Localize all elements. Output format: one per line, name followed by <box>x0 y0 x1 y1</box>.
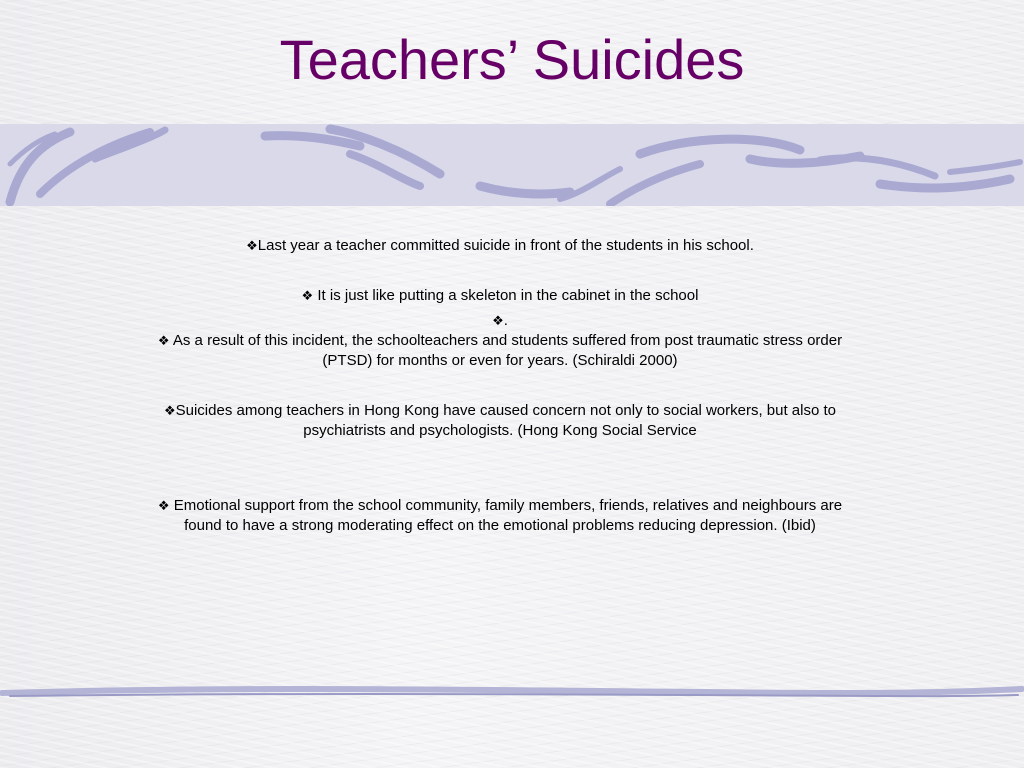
paragraph-text: Last year a teacher committed suicide in front of the students in his school. <box>257 237 754 254</box>
paragraph-text: Emotional support from the school community, family members, friends, relatives and neighbours are found to have a strong moderating effect on the emotional problems reducing depression. (Ibid) <box>169 497 843 534</box>
bullet-paragraph-2 <box>150 286 850 306</box>
decorative-banner <box>0 124 1024 206</box>
bullet-paragraph-3 <box>150 311 850 331</box>
diamond-bullet-icon: ❖ <box>163 403 176 418</box>
paragraph-text: It is just like putting a skeleton in the cabinet in the school <box>313 287 699 304</box>
bottom-swash-graphic <box>0 683 1024 705</box>
slide-title: Teachers’ Suicides <box>279 28 745 91</box>
slide-body <box>150 236 850 536</box>
paragraph-text: As a result of this incident, the schoolteachers and students suffered from post traumatic stress order (PTSD) for months or even for years. (Schiraldi 2000) <box>169 332 843 369</box>
diamond-bullet-icon: ❖ <box>301 288 314 303</box>
diamond-bullet-icon: ❖ <box>157 333 170 348</box>
diamond-bullet-icon: ❖ <box>157 498 170 513</box>
paragraph-text: Suicides among teachers in Hong Kong have caused concern not only to social workers, but also to psychiatrists and psychologists. (Hong Kong Social Service <box>175 402 837 439</box>
paragraph-text: . <box>503 312 508 329</box>
decorative-bottom-rule <box>0 683 1024 705</box>
banner-swash-graphic <box>0 124 1024 206</box>
bullet-paragraph-5 <box>150 401 850 441</box>
bullet-paragraph-4 <box>150 331 850 371</box>
diamond-bullet-icon: ❖ <box>492 313 504 328</box>
bullet-paragraph-1 <box>150 236 850 256</box>
bullet-paragraph-6 <box>150 496 850 536</box>
diamond-bullet-icon: ❖ <box>246 238 258 253</box>
